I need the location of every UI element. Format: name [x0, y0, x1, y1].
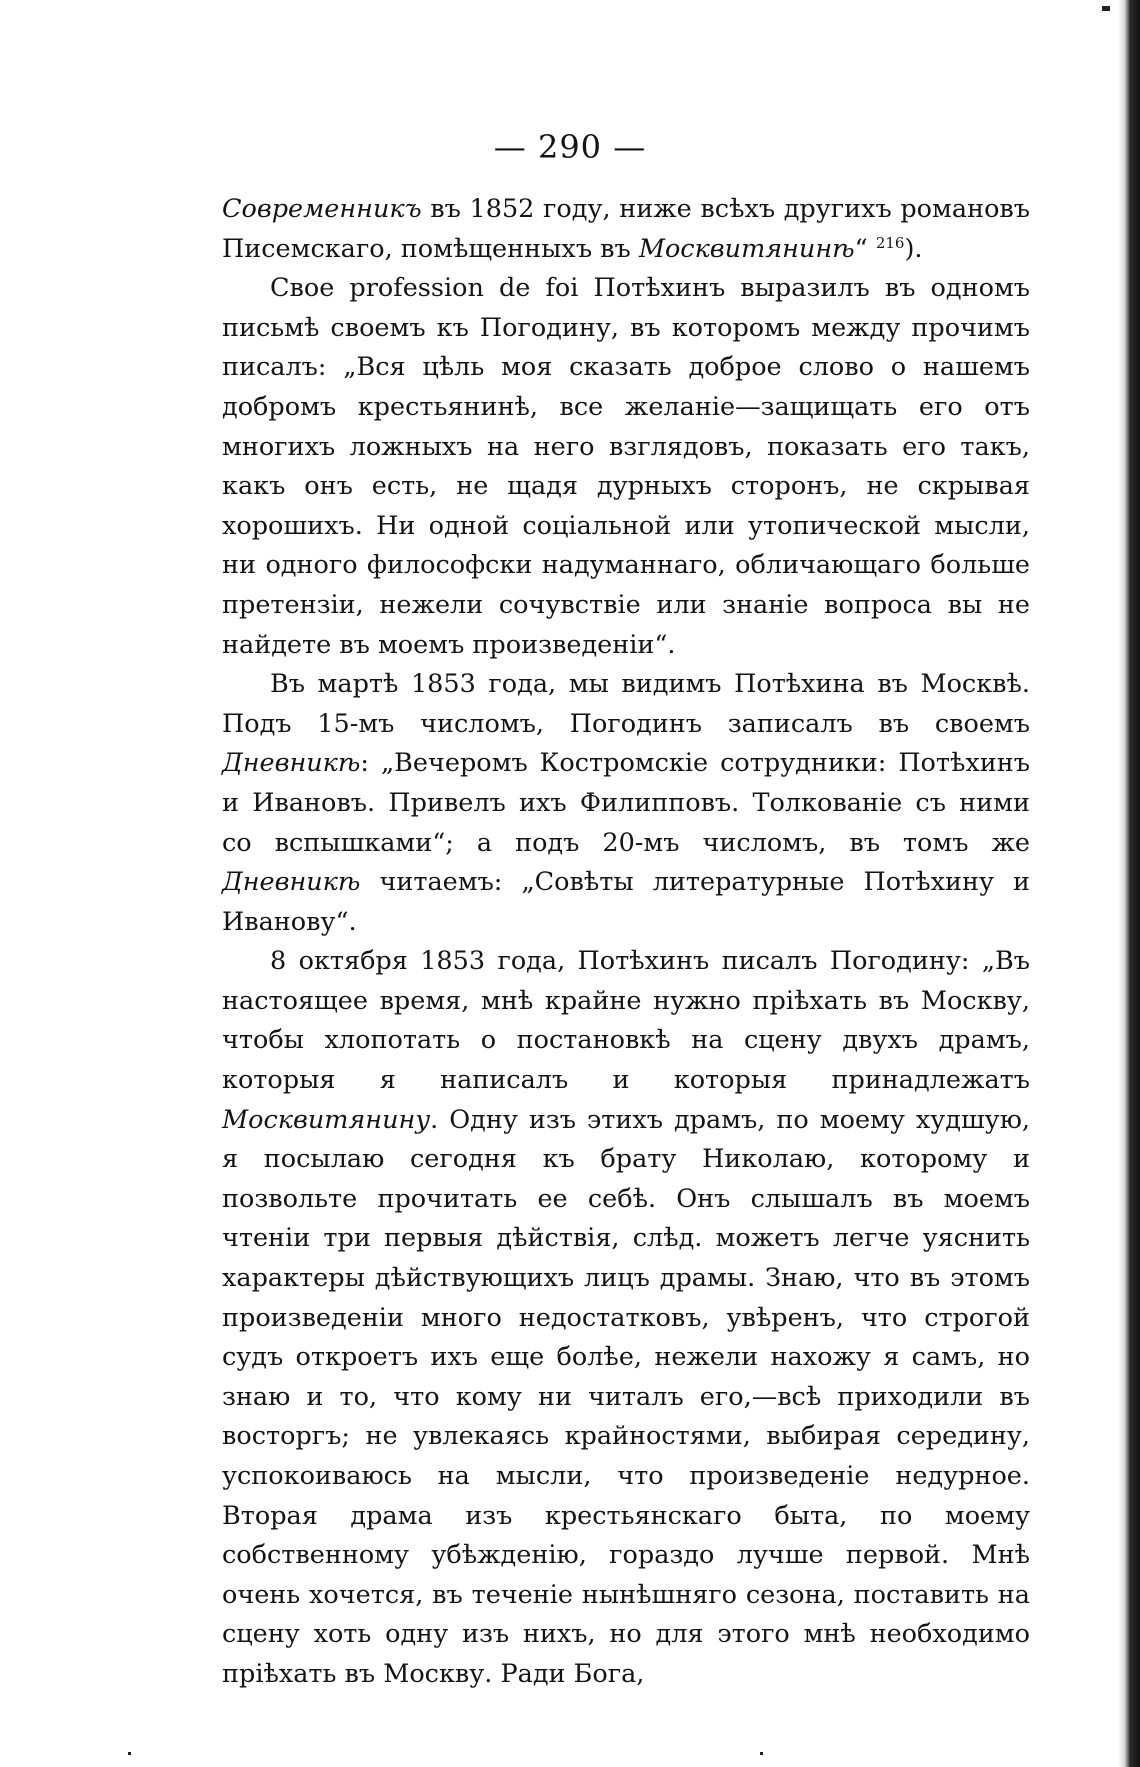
paragraph-1 [222, 190, 1030, 269]
paragraph-2-text: Свое profession de foi Потѣхинъ выразилъ въ одномъ письмѣ своемъ къ Погодину, въ которомъ между прочимъ писалъ: „Вся цѣль моя сказать доброе слово о нашемъ добромъ крестьянинѣ, все желаніе—защищать его отъ многихъ ложныхъ на него взглядовъ, показать его такъ, какъ онъ есть, не щадя дурныхъ сторонъ, не скрывая хорошихъ. Ни одной соціальной или утопической мысли, ни одного философски надуманнаго, обличающаго больше претензіи, нежели сочувствіе или знаніе вопроса вы не найдете въ моемъ произведеніи“. [222, 273, 1030, 660]
paragraph-4 [222, 942, 1030, 1694]
paragraph-3-text-a: Въ мартѣ 1853 года, мы видимъ Потѣхина въ Москвѣ. Подъ 15-мъ числомъ, Погодинъ записалъ въ своемъ [222, 669, 1030, 739]
closing-quote: “ [854, 233, 876, 264]
scan-speck [760, 1752, 763, 1755]
page-number: — 290 — [493, 128, 647, 166]
scan-speck [1102, 6, 1110, 11]
scan-speck [128, 1752, 131, 1755]
footnote-marker: 216 [875, 233, 905, 252]
diary-title-2: Дневникѣ [222, 867, 361, 898]
journal-title-moskvityanin-2: Москвитянину [222, 1104, 431, 1135]
paragraph-3 [222, 665, 1030, 942]
paragraph-3-text-b: : „Вечеромъ Костромскіе сотрудники: Потѣхинъ и Ивановъ. Привелъ ихъ Филипповъ. Толкованіе съ ними со вспышками“; а подъ 20-мъ числомъ, въ томъ же [222, 748, 1030, 858]
page-scan-edge [1118, 0, 1140, 1767]
paragraph-4-text-a: 8 октября 1853 года, Потѣхинъ писалъ Погодину: „Въ настоящее время, мнѣ крайне нужно пріѣхать въ Москву, чтобы хлопотать о постановкѣ на сцену двухъ драмъ, которыя я написалъ и которыя принадлежатъ [222, 946, 1030, 1096]
journal-title-sovremennik: Современникъ [222, 194, 422, 224]
footnote-close: ). [904, 233, 923, 264]
paragraph-4-text-b: . Одну изъ этихъ драмъ, по моему худшую, я посылаю сегодня къ брату Николаю, которому и позвольте прочитать ее себѣ. Онъ слышалъ въ моемъ чтеніи три первыя дѣйствія, слѣд. можетъ легче уяснить характеры дѣйствующихъ лицъ драмы. Знаю, что въ этомъ произведеніи много недостатковъ, увѣренъ, что строгой судъ откроетъ ихъ еще болѣе, нежели нахожу я самъ, но знаю и то, что кому ни читалъ его,—всѣ приходили въ восторгъ; не увлекаясь крайностями, выбирая середину, успокоиваюсь на мысли, что произведеніе недурное. Вторая драма изъ крестьянскаго быта, по моему собственному убѣжденію, гораздо лучше первой. Мнѣ очень хочется, въ теченіе нынѣшняго сезона, поставить на сцену хоть одну изъ нихъ, но для этого мнѣ необходимо пріѣхать въ Москву. Ради Бога, [222, 1104, 1030, 1689]
paragraph-3-text-c: читаемъ: „Совѣты литературные Потѣхину и Иванову“. [222, 867, 1030, 937]
journal-title-moskvityanin: Москвитянинѣ [638, 233, 855, 264]
body-text [222, 190, 1030, 1695]
paragraph-1-text: въ 1852 году, ниже всѣхъ другихъ романовъ Писемскаго, помѣщенныхъ въ [222, 194, 1030, 264]
paragraph-2 [222, 269, 1030, 665]
diary-title-1: Дневникѣ [222, 748, 361, 779]
